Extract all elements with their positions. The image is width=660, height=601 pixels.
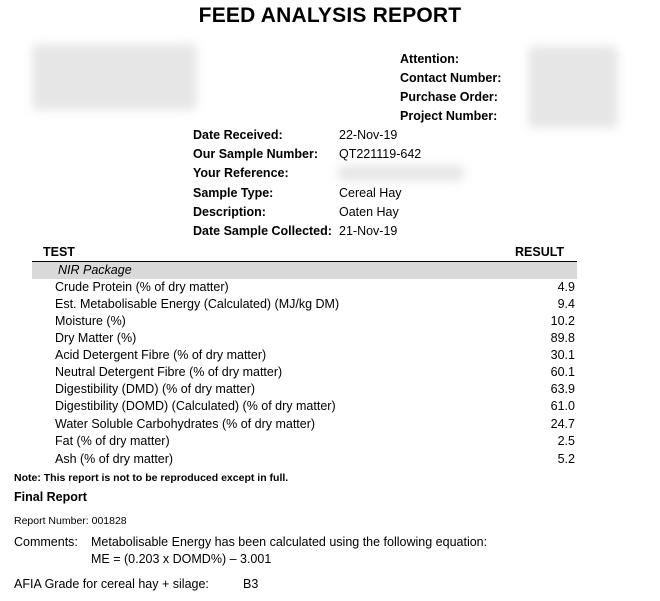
sample-value: 22-Nov-19: [339, 128, 398, 142]
test-result: 30.1: [550, 348, 575, 362]
sample-label: Date Sample Collected:: [193, 224, 332, 238]
test-name: Fat (% of dry matter): [55, 434, 170, 448]
project-number-label: Project Number:: [400, 109, 498, 123]
sample-value: Cereal Hay: [339, 186, 402, 200]
afia-grade-value: B3: [243, 577, 259, 591]
sample-label: Sample Type:: [193, 186, 274, 200]
test-column-header: TEST: [43, 245, 75, 259]
sample-label: Date Received:: [193, 128, 283, 142]
test-result: 2.5: [557, 434, 575, 448]
sample-label: Our Sample Number:: [193, 147, 319, 161]
reproduction-note: Note: This report is not to be reproduced except in full.: [14, 472, 289, 484]
test-name: Dry Matter (%): [55, 331, 137, 345]
final-report-label: Final Report: [14, 490, 87, 504]
sample-label: Your Reference:: [193, 166, 289, 180]
redacted-address-block: [32, 44, 197, 110]
report-title: FEED ANALYSIS REPORT: [198, 4, 462, 27]
test-name: Neutral Detergent Fibre (% of dry matter): [55, 365, 283, 379]
result-column-header: RESULT: [515, 245, 565, 259]
test-result: 61.0: [550, 399, 575, 413]
report-number: Report Number: 001828: [14, 515, 127, 527]
test-result: 89.8: [550, 331, 575, 345]
test-result: 63.9: [550, 382, 575, 396]
test-name: Est. Metabolisable Energy (Calculated) (MJ/kg DM): [55, 297, 340, 311]
test-name: Ash (% of dry matter): [55, 452, 174, 466]
test-result: 24.7: [550, 417, 575, 431]
test-name: Digestibility (DOMD) (Calculated) (% of dry matter): [55, 399, 336, 413]
sample-value: Oaten Hay: [339, 205, 399, 219]
comments-label: Comments:: [14, 535, 78, 549]
section-header-nir: NIR Package: [32, 262, 577, 279]
comments-line-1: Metabolisable Energy has been calculated using the following equation:: [91, 535, 488, 549]
test-name: Water Soluble Carbohydrates (% of dry matter): [55, 417, 316, 431]
purchase-order-label: Purchase Order:: [400, 90, 498, 104]
afia-grade-label: AFIA Grade for cereal hay + silage:: [14, 577, 209, 591]
redacted-contact-block: [528, 46, 618, 128]
sample-label: Description:: [193, 205, 266, 219]
comments-equation: ME = (0.203 x DOMD%) – 3.001: [91, 552, 272, 566]
test-result: 4.9: [557, 280, 575, 294]
contact-number-label: Contact Number:: [400, 71, 502, 85]
test-name: Acid Detergent Fibre (% of dry matter): [55, 348, 267, 362]
test-result: 60.1: [550, 365, 575, 379]
test-result: 5.2: [557, 452, 575, 466]
test-name: Crude Protein (% of dry matter): [55, 280, 229, 294]
test-name: Digestibility (DMD) (% of dry matter): [55, 382, 256, 396]
redacted-reference: [338, 165, 464, 181]
sample-value: 21-Nov-19: [339, 224, 398, 238]
attention-label: Attention:: [400, 52, 460, 66]
test-result: 10.2: [550, 314, 575, 328]
sample-value: QT221119-642: [339, 147, 422, 161]
test-result: 9.4: [557, 297, 575, 311]
test-name: Moisture (%): [55, 314, 126, 328]
